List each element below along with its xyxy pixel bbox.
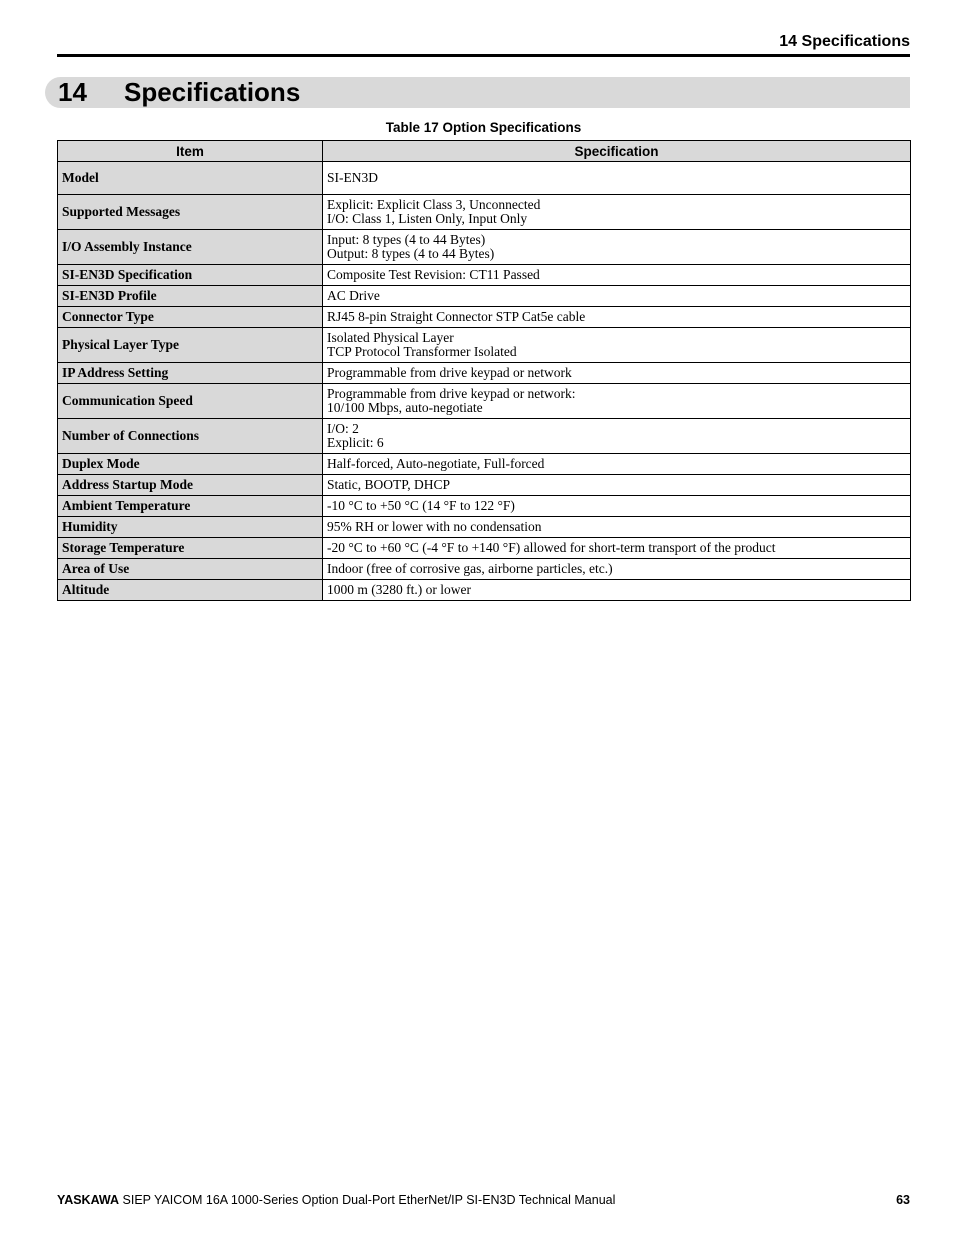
- row-specification: [323, 162, 911, 195]
- table-row: [58, 475, 911, 496]
- running-header: 14 Specifications: [779, 33, 910, 50]
- footer-brand: YASKAWA: [57, 1193, 120, 1207]
- table-body: [58, 162, 911, 601]
- specification-line: Output: 8 types (4 to 44 Bytes): [327, 246, 495, 261]
- row-specification: [323, 517, 911, 538]
- specification-line: Half-forced, Auto-negotiate, Full-forced: [327, 456, 545, 471]
- option-specifications-table: [57, 140, 911, 601]
- specification-line: I/O: Class 1, Listen Only, Input Only: [327, 211, 528, 226]
- specification-line: Explicit: Explicit Class 3, Unconnected: [327, 197, 541, 212]
- table-row: [58, 419, 911, 454]
- section-number: 14: [58, 77, 87, 107]
- row-item-label: Supported Messages: [58, 195, 323, 230]
- row-specification: [323, 307, 911, 328]
- row-specification: [323, 195, 911, 230]
- specification-line: 95% RH or lower with no condensation: [327, 519, 542, 534]
- table-row: [58, 162, 911, 195]
- section-title-bar: [45, 77, 910, 108]
- specification-line: Programmable from drive keypad or network: [327, 365, 572, 380]
- table-row: [58, 307, 911, 328]
- row-specification: [323, 419, 911, 454]
- row-item-label: Communication Speed: [58, 384, 323, 419]
- column-header-specification: Specification: [323, 141, 911, 162]
- table-row: [58, 517, 911, 538]
- row-item-label: Storage Temperature: [58, 538, 323, 559]
- specification-line: AC Drive: [327, 288, 380, 303]
- row-item-label: Number of Connections: [58, 419, 323, 454]
- specification-line: 1000 m (3280 ft.) or lower: [327, 582, 471, 597]
- specification-line: -10 °C to +50 °C (14 °F to 122 °F): [327, 498, 515, 513]
- row-item-label: Duplex Mode: [58, 454, 323, 475]
- row-item-label: SI-EN3D Specification: [58, 265, 323, 286]
- row-item-label: IP Address Setting: [58, 363, 323, 384]
- table-row: [58, 538, 911, 559]
- row-specification: [323, 265, 911, 286]
- row-item-label: Address Startup Mode: [58, 475, 323, 496]
- row-item-label: I/O Assembly Instance: [58, 230, 323, 265]
- table-row: [58, 230, 911, 265]
- row-specification: [323, 286, 911, 307]
- row-specification: [323, 454, 911, 475]
- row-item-label: Altitude: [58, 580, 323, 601]
- row-specification: [323, 363, 911, 384]
- header-rule: [57, 54, 910, 57]
- column-header-item: Item: [58, 141, 323, 162]
- table-row: [58, 286, 911, 307]
- row-item-label: Model: [58, 162, 323, 195]
- footer: [57, 1193, 910, 1207]
- row-specification: [323, 475, 911, 496]
- specification-line: SI-EN3D: [327, 170, 378, 185]
- row-item-label: Area of Use: [58, 559, 323, 580]
- table-caption: Table 17 Option Specifications: [385, 120, 582, 135]
- row-item-label: SI-EN3D Profile: [58, 286, 323, 307]
- row-specification: [323, 559, 911, 580]
- specification-line: Composite Test Revision: CT11 Passed: [327, 267, 540, 282]
- section-title: Specifications: [124, 77, 301, 107]
- row-item-label: Humidity: [58, 517, 323, 538]
- table-row: [58, 454, 911, 475]
- footer-manual-name: SIEP YAICOM 16A 1000-Series Option Dual-Port EtherNet/IP SI-EN3D Technical Manual: [119, 1193, 616, 1207]
- specification-line: 10/100 Mbps, auto-negotiate: [327, 400, 483, 415]
- specification-line: Programmable from drive keypad or network:: [327, 386, 576, 401]
- table-row: [58, 496, 911, 517]
- specification-line: TCP Protocol Transformer Isolated: [327, 344, 517, 359]
- specification-line: Indoor (free of corrosive gas, airborne particles, etc.): [327, 561, 613, 576]
- page-number: 63: [896, 1193, 910, 1207]
- row-item-label: Physical Layer Type: [58, 328, 323, 363]
- specification-line: Isolated Physical Layer: [327, 330, 454, 345]
- table-row: [58, 384, 911, 419]
- row-item-label: Connector Type: [58, 307, 323, 328]
- row-specification: [323, 580, 911, 601]
- table-row: [58, 363, 911, 384]
- row-specification: [323, 328, 911, 363]
- specification-line: RJ45 8-pin Straight Connector STP Cat5e cable: [327, 309, 586, 324]
- table-row: [58, 265, 911, 286]
- row-specification: [323, 496, 911, 517]
- table-row: [58, 580, 911, 601]
- table-row: [58, 195, 911, 230]
- specification-line: I/O: 2: [327, 421, 359, 436]
- footer-manual-title: [57, 1193, 615, 1207]
- specification-line: -20 °C to +60 °C (-4 °F to +140 °F) allowed for short-term transport of the product: [327, 540, 776, 555]
- table-row: [58, 328, 911, 363]
- row-specification: [323, 538, 911, 559]
- row-item-label: Ambient Temperature: [58, 496, 323, 517]
- table-row: [58, 559, 911, 580]
- row-specification: [323, 230, 911, 265]
- specification-line: Explicit: 6: [327, 435, 384, 450]
- row-specification: [323, 384, 911, 419]
- specification-line: Input: 8 types (4 to 44 Bytes): [327, 232, 486, 247]
- table-header-row: [58, 141, 911, 162]
- specification-line: Static, BOOTP, DHCP: [327, 477, 451, 492]
